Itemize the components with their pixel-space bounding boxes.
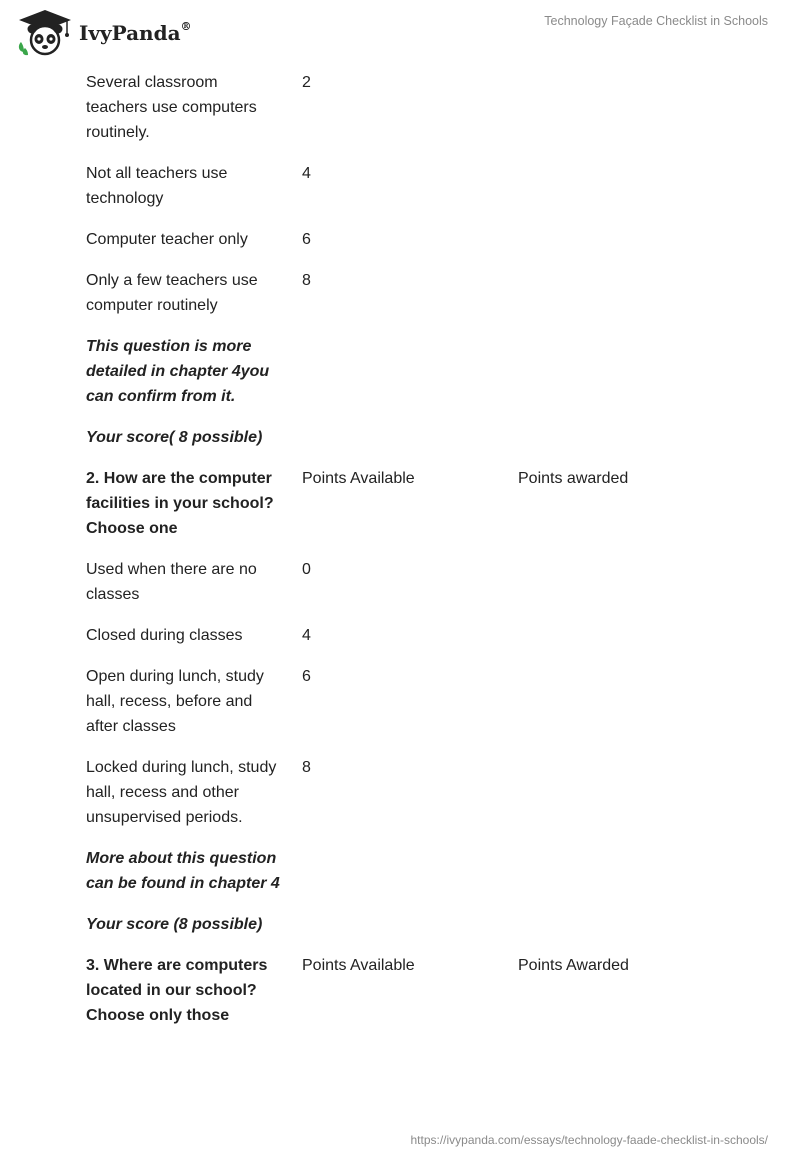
table-row <box>86 664 766 739</box>
points-available-header: Points Available <box>302 957 415 974</box>
item-label: Closed during classes <box>86 627 243 644</box>
table-row <box>86 557 766 607</box>
points-available: 6 <box>302 231 311 248</box>
panda-graduate-icon <box>15 8 75 56</box>
points-available: 2 <box>302 74 311 91</box>
checklist-table <box>86 70 766 1044</box>
points-available: 8 <box>302 272 311 289</box>
score-label: Your score( 8 possible) <box>86 429 263 446</box>
points-awarded-header: Points awarded <box>518 470 629 487</box>
item-label: Not all teachers use technology <box>86 165 228 207</box>
points-available: 4 <box>302 165 311 182</box>
table-row-score <box>86 425 766 450</box>
item-label: Only a few teachers use computer routinely <box>86 272 258 314</box>
points-available: 8 <box>302 759 311 776</box>
table-row <box>86 70 766 145</box>
table-row <box>86 161 766 211</box>
item-label: Locked during lunch, study hall, recess and other unsupervised periods. <box>86 759 277 826</box>
table-row <box>86 623 766 648</box>
chapter-note: This question is more detailed in chapter 4you can confirm from it. <box>86 338 270 405</box>
points-available: 0 <box>302 561 311 578</box>
item-label: Used when there are no classes <box>86 561 257 603</box>
question-heading: 3. Where are computers located in our school? Choose only those <box>86 957 268 1024</box>
item-label: Open during lunch, study hall, recess, before and after classes <box>86 668 264 735</box>
table-row-note <box>86 334 766 409</box>
points-available-header: Points Available <box>302 470 415 487</box>
table-row <box>86 755 766 830</box>
score-label: Your score (8 possible) <box>86 916 263 933</box>
table-row <box>86 268 766 318</box>
chapter-note: More about this question can be found in chapter 4 <box>86 850 280 892</box>
brand-name: IvyPanda® <box>79 20 192 45</box>
points-available: 6 <box>302 668 311 685</box>
ivypanda-logo[interactable] <box>15 8 192 56</box>
table-row-question <box>86 466 766 541</box>
table-row-score <box>86 912 766 937</box>
table-row-note <box>86 846 766 896</box>
points-available: 4 <box>302 627 311 644</box>
page-header <box>0 0 800 66</box>
document-title: Technology Façade Checklist in Schools <box>544 14 768 28</box>
points-awarded-header: Points Awarded <box>518 957 629 974</box>
item-label: Computer teacher only <box>86 231 248 248</box>
table-row-question <box>86 953 766 1028</box>
item-label: Several classroom teachers use computers routinely. <box>86 74 257 141</box>
table-row <box>86 227 766 252</box>
question-heading: 2. How are the computer facilities in your school?Choose one <box>86 470 274 537</box>
source-url[interactable]: https://ivypanda.com/essays/technology-faade-checklist-in-schools/ <box>410 1133 768 1147</box>
